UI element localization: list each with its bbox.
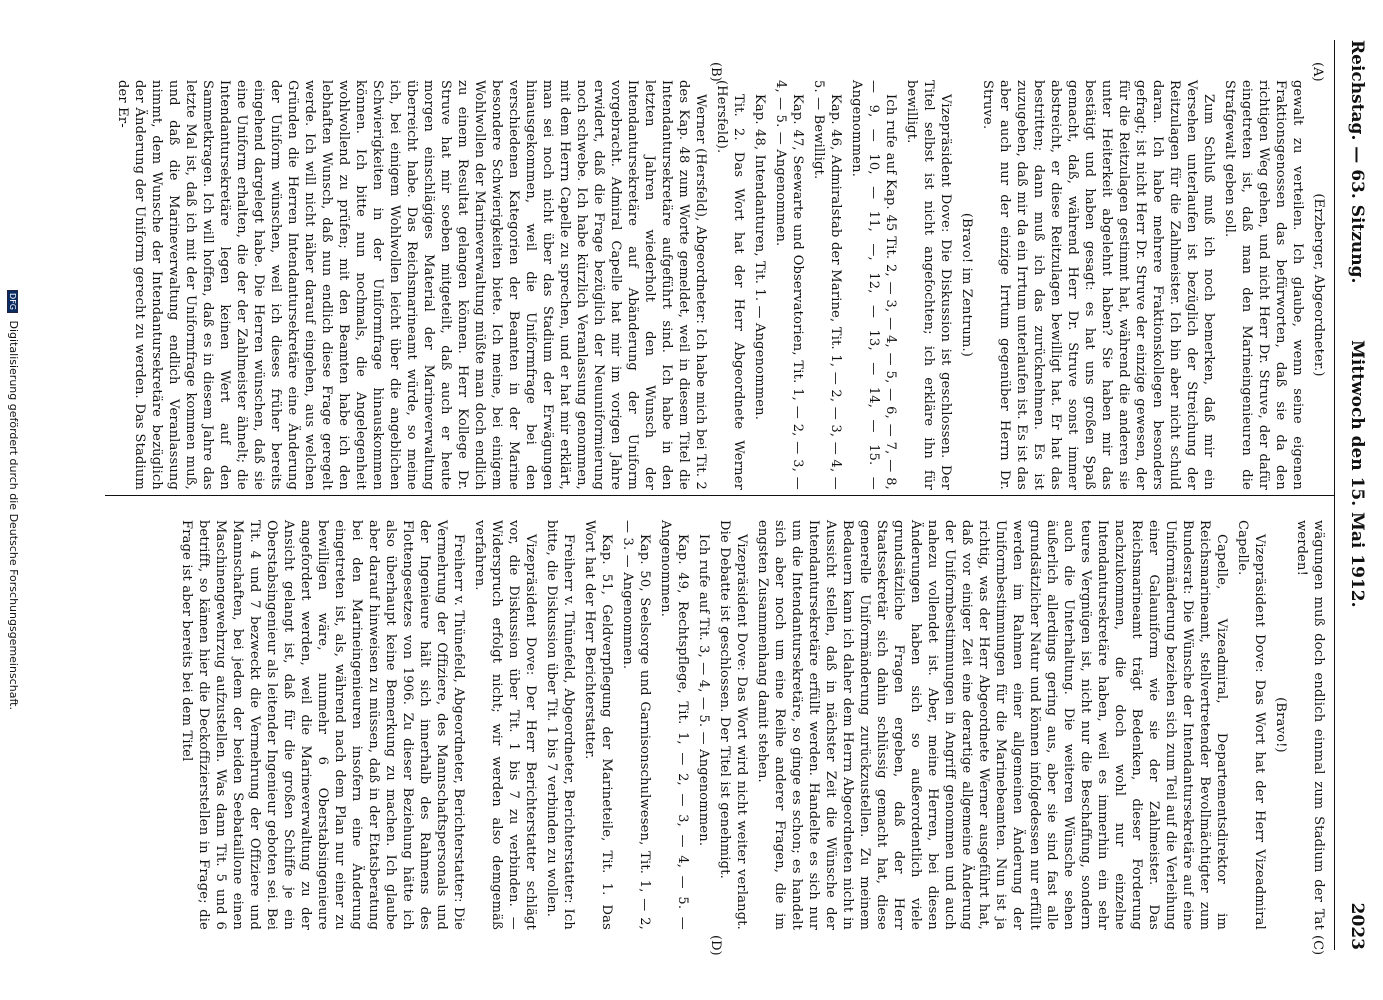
paragraph: Vizepräsident Dove: Der Herr Berichterstatter schlägt vor, die Diskussion über Tit. 1 bis 7 zu verbinden. — Widerspruch erfolgt nicht; wir werden also demgemäß verfahren.	[472, 520, 538, 930]
applause-note: (Bravo! im Zentrum.)	[959, 212, 974, 358]
margin-mark-d: (D)	[708, 935, 723, 956]
paragraph: Ich rufe auf Tit. 3, — 4, — 5. — Angenommen.	[696, 534, 711, 847]
right-column	[174, 520, 1327, 930]
paragraph: Vizepräsident Dove: Die Diskussion ist geschlossen. Der Titel selbst ist nicht angefochten; ich erkläre ihn für bewilligt.	[904, 80, 953, 490]
paragraph: Ich rufe auf Kap. 45 Tit. 2, — 3, — 4, — 5, — 6, — 7, — 8, — 9, — 10, — 11, —, 12, — 13, — 14, — 15. — Angenommen.	[849, 80, 898, 490]
margin-mark-c: (C)	[1310, 935, 1325, 956]
dfg-logo: DFG	[8, 290, 19, 313]
margin-mark-b: (B)	[708, 62, 723, 82]
paragraph: wägungen muß doch endlich einmal zum Stadium der Tat werden!	[1294, 520, 1326, 930]
digitization-footer	[7, 0, 20, 1000]
paragraph: Werner (Hersfeld), Abgeordneter: Ich habe mich bei Tit. 2 des Kap. 48 zum Worte gemeldet, weil in diesem Titel die Intendantursekretäre aufgeführt sind. Ich habe in den letzten Jahren wiederholt den Wunsch der Intendantursekretäre auf Abänderung der Uniform vorgebracht. Admiral Capelle hat mir im vorigen Jahre erwidert, daß die Frage bezüglich der Neuuniformierung noch schwebe. Ich habe kürzlich Veranlassung genommen, mit dem Herrn Capelle zu sprechen, und er hat mir erklärt, man sei noch nicht über das Stadium der Erwägungen hinausgekommen, weil die Uniformfrage bei den verschiedenen Kategorien der Beamten in der Marine besondere Schwierigkeiten biete. Ich meine, bei einigem Wohlwollen der Marineverwaltung müßte man doch endlich zu einem Resultat gelangen können. Herr Kollege Dr. Struve hat mir soeben mitgeteilt, daß auch er heute morgen einschlägiges Material der Marineverwaltung überreicht habe. Das Reichsmarineamt würde, so meine ich, bei einigem Wohlwollen leicht über die angeblichen Schwierigkeiten in der Uniformfrage hinauskommen können. Ich bitte nun nochmals, die Angelegenheit wohlwollend zu prüfen; mit den Beamten habe ich den lebhaften Wunsch, daß nun endlich diese Frage geregelt werde. Ich will nicht näher darauf eingehen, aus welchen Gründen die Herren Intendantursekretäre eine Änderung der Uniform wünschen, weil ich dieses früher bereits eingehend dargelegt habe. Die Herren wünschen, daß sie eine Uniform erhalten, die der der Zahlmeister ähnelt; die Intendantursekretäre legen keinen Wert auf den Sammetkragen. Ich will hoffen, daß es in diesem Jahre das letzte Mal ist, daß ich mit der Uniformfrage kommen muß, und daß die Marineverwaltung endlich Veranlassung nimmt, dem Wunsche der Intendantursekretäre bezüglich der Änderung der Uniform gerecht zu werden. Das Stadium der Er-	[115, 80, 708, 490]
paragraph: Freiherr v. Thünefeld, Abgeordneter, Berichterstatter: Ich bitte, die Diskussion über Tit. 1 bis 7 verbinden zu wollen.	[544, 520, 576, 930]
page-number: 2023	[1347, 902, 1367, 950]
paragraph: gewalt zu verteilen. Ich glaube, wenn seine eigenen Fraktionsgenossen das befürworten, daß sie da den richtigen Weg gehen, und nicht Herr Dr. Struve, der dafür eingetreten ist, daß man den Marineingenieuren die Strafgewalt geben soll.	[1222, 80, 1305, 490]
page-header	[1339, 40, 1373, 950]
applause-note: (Bravo!)	[1273, 697, 1288, 753]
footer-text: Digitalisierung gefördert durch die Deutsche Forschungsgemeinschaft.	[7, 320, 20, 710]
header-title: Reichstag. — 63. Sitzung.	[1347, 40, 1367, 284]
paragraph: Kap. 51, Geldverpflegung der Marineteile, Tit. 1. Das Wort hat der Herr Berichterstatter.	[582, 520, 614, 930]
paragraph: Vizepräsident Dove: Das Wort wird nicht weiter verlangt. Die Debatte ist geschlossen. Der Titel ist genehmigt.	[717, 520, 749, 930]
paragraph: Kap. 49, Rechtspflege, Tit. 1, — 2, — 3, — 4, — 5. — Angenommen.	[658, 520, 690, 930]
left-column	[110, 80, 1327, 490]
paragraph: Kap. 48, Intendanturen, Tit. 1. — Angenommen.	[752, 94, 767, 421]
paragraph: Freiherr v. Thünefeld, Abgeordneter, Berichterstatter: Die Vermehrung der Offiziere, des Mannschaftspersonals und der Ingenieure hält sich innerhalb des Rahmens des Flottengesetzes von 1906. Zu dieser Beziehung hätte ich also überhaupt keine Bemerkung zu machen. Ich glaube aber darauf hinweisen zu müssen, daß in der Etatsberatung bei den Marineingenieuren insofern eine Änderung eingetreten ist, als, während nach dem Plan nur einer zu bewilligen wäre, nunmehr 6 Oberstabsingenieure angefordert werden, weil die Marineverwaltung zu der Ansicht gelangt ist, daß für die großen Schiffe je ein Oberstabsingenieur als leitender Ingenieur geboten sei. Bei Tit. 4 und 7 bezweckt die Vermehrung der Offiziere und Mannschaften, bei jedem der beiden Seebataillone einen Maschinengewehrzug aufzustellen. Was dann Tit. 5 und 6 betrifft, so kämen hier die Deckoffizierstellen in Frage; die Frage ist aber bereits bei dem Titel	[179, 520, 466, 930]
paragraph: Tit. 2. Das Wort hat der Herr Abgeordnete Werner (Hersfeld).	[714, 80, 746, 490]
header-date: Mittwoch den 15. Mai 1912.	[1347, 340, 1367, 608]
paragraph: Vizepräsident Dove: Das Wort hat der Herr Vizeadmiral Capelle.	[1235, 520, 1267, 930]
paragraph: Kap. 50, Seelsorge und Garnisonschulwesen, Tit. 1, — 2, — 3. — Angenommen.	[620, 520, 652, 930]
margin-mark-a: (A)	[1310, 62, 1325, 82]
speaker-continuation: (Erzberger, Abgeordneter.)	[1311, 193, 1326, 377]
paragraph: Capelle, Vizeadmiral, Departementsdirektor im Reichsmarineamt, stellvertretender Bevollmächtigter zum Bundesrat: Die Wünsche der Intendantursekretäre auf eine Uniformänderung beziehen sich zum Teil auf die Verleihung einer Galauniform wie sie der Zahlmeister. Das Reichsmarineamt trägt Bedenken, dieser Forderung nachzukommen, die doch wohl nur einzelne Intendantursekretäre haben, weil es immerhin ein sehr teures Vergnügen ist, nicht nur die Beschaffung, sondern auch die Unterhaltung. Die weiteren Wünsche sehen äußerlich allerdings gering aus, aber sie sind fast alle grundsätzlicher Natur und können infolgedessen nur erfüllt werden im Rahmen einer allgemeinen Änderung der Uniformbestimmungen für die Marinebeamten. Nun ist ja richtig, was der Herr Abgeordnete Werner ausgeführt hat, daß vor einiger Zeit eine derartige allgemeine Änderung der Uniformbestimmungen in Angriff genommen und auch nahezu vollendet ist. Aber, meine Herren, bei diesen Änderungen haben sich so außerordentlich viele grundsätzliche Fragen ergeben, daß der Herr Staatssekretär sich dahin schlüssig gemacht hat, diese generelle Uniformänderung zurückzustellen. Zu meinem Bedauern kann ich daher dem Herrn Abgeordneten nicht in Aussicht stellen, daß in nächster Zeit die Wünsche der Intendantursekretäre erfüllt werden. Handelte es sich nur um die Intendantursekretäre, so ginge es schon; es handelt sich aber noch um eine Reihe anderer Fragen, die im engsten Zusammenhang damit stehen.	[755, 520, 1229, 930]
column-divider	[105, 495, 1335, 496]
paragraph: Zum Schluß muß ich noch bemerken, daß mir ein Versehen unterlaufen ist bezüglich der Streichung der Reitzulagen für die Zahlmeister. Ich bin aber nicht schuld daran. Ich habe mehrere Fraktionskollegen besonders gefragt; ist nicht Herr Dr. Struve der einzige gewesen, der für die Reitzulagen gestimmt hat, während die anderen sie unter Heiterkeit abgelehnt haben? Sie haben mir das bestätigt und haben gesagt: es hat uns großen Spaß gemacht, daß, während Herr Dr. Struve sonst immer abstreicht, er diese Reitzulagen bewilligt hat. Er hat das bestritten; dann muß ich das zurücknehmen. Es ist zuzugeben, daß mir da ein Irrtum unterlaufen ist. Es ist das aber auch nur der einzige Irrtum gegenüber Herrn Dr. Struve.	[980, 80, 1216, 490]
paragraph: Kap. 47, Seewarte und Observatorien, Tit. 1, — 2, — 3, — 4, — 5. — Angenommen.	[773, 80, 805, 490]
paragraph: Kap. 46, Admiralstab der Marine, Tit. 1, — 2, — 3, — 4, — 5. — Bewilligt.	[811, 80, 843, 490]
